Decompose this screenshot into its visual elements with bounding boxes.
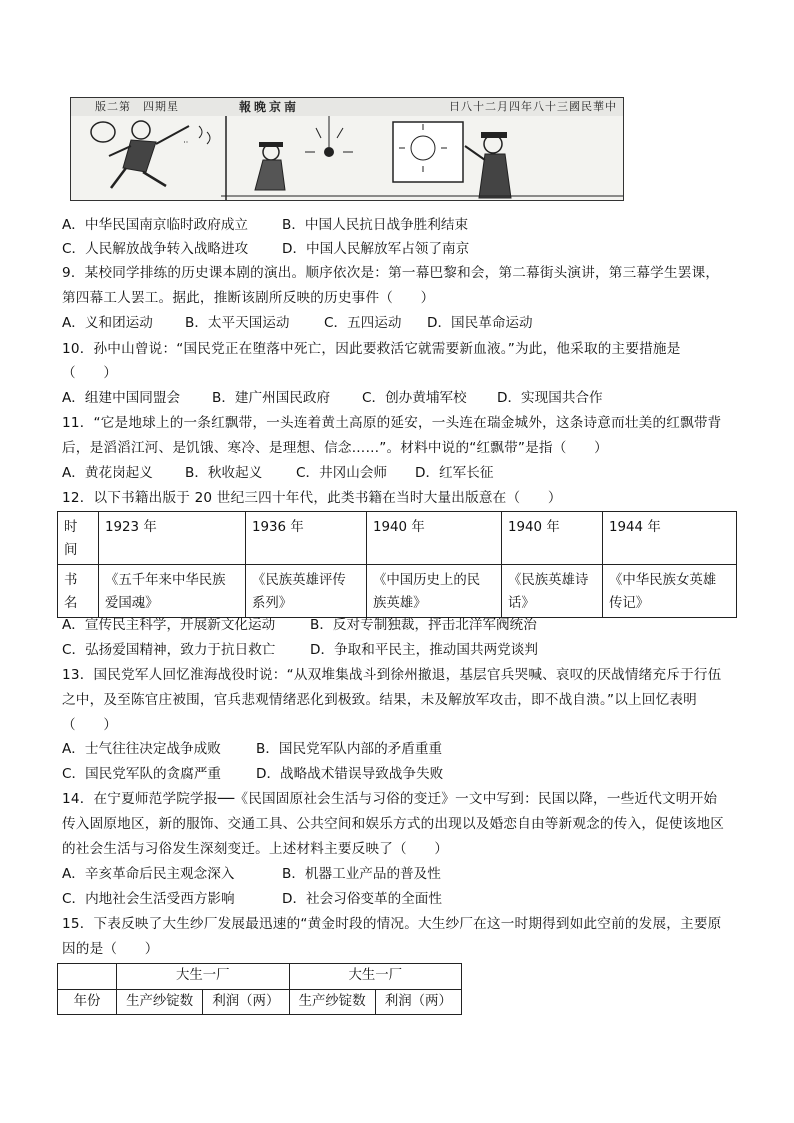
table-cell: 1923 年 [99,512,246,565]
table-cell: 1944 年 [603,512,737,565]
table-cell: 1936 年 [246,512,367,565]
q13-stem-line2: 之中，及至陈官庄被围，官兵悲观情绪恶化到极致。结果，未及解放军攻击，即不战自溃。”以上回忆表明 [62,692,697,708]
row-header-title: 书 名 [58,565,99,618]
table-cell: 年份 [58,989,117,1015]
q14-stem-line3: 的社会生活与习俗发生深刻变迁。上述材料主要反映了（ ） [62,841,449,857]
q13-option-b: B．国民党军队内部的矛盾重重 [256,741,443,757]
q8-option-b: B．中国人民抗日战争胜利结束 [282,217,469,233]
table-row [58,565,737,618]
q10-option-d: D．实现国共合作 [497,390,603,406]
table-cell [58,964,117,990]
q13-option-c: C．国民党军队的贪腐严重 [62,766,222,782]
q9-option-b: B．太平天国运动 [185,315,290,331]
q9-stem-line1: 9．某校同学排练的历史课本剧的演出。顺序依次是：第一幕巴黎和会，第二幕街头演讲，第三幕学生罢课， [62,265,720,281]
newspaper-cartoon-image [70,97,624,201]
q11-option-c: C．井冈山会师 [296,465,388,481]
table-row [58,964,462,990]
newspaper-masthead [71,98,623,118]
table-cell: 《民族英雄评传 系列》 [246,565,367,618]
q10-option-b: B．建广州国民政府 [212,390,331,406]
q9-option-a: A．义和团运动 [62,315,153,331]
row-header-time: 时 间 [58,512,99,565]
q14-option-b: B．机器工业产品的普及性 [282,866,441,882]
masthead-date: 日八十二月四年八十三國民華中 [449,100,617,113]
q12-option-a: A．宣传民主科学，开展新文化运动 [62,617,276,633]
cartoon-panels-illustration [71,116,623,200]
q13-stem-line3: （ ） [62,717,118,733]
q10-stem-line1: 10．孙中山曾说：“国民党正在堕落中死亡，因此要救活它就需要新血液。”为此，他采取的主要措施是 [62,341,681,357]
table-group-header: 大生一厂 [117,964,290,990]
q10-stem-line2: （ ） [62,365,118,381]
table-cell: 1940 年 [367,512,502,565]
q15-stem-line1: 15．下表反映了大生纱厂发展最迅速的“黄金时段的情况。大生纱厂在这一时期得到如此空前的发展，主要原 [62,916,722,932]
q15-factory-table [57,963,462,1015]
q15-stem-line2: 因的是（ ） [62,941,159,957]
table-cell: 《民族英雄诗 话》 [502,565,603,618]
q12-option-d: D．争取和平民主，推动国共两党谈判 [310,642,538,658]
q12-option-b: B．反对专制独裁，抨击北洋军阀统治 [310,617,537,633]
q14-stem-line1: 14．在宁夏师范学院学报──《民国固原社会生活与习俗的变迁》一文中写到：民国以降，一些近代文明开始 [62,791,718,807]
masthead-left-text: 版二第 四期星 [95,100,179,113]
q10-option-c: C．创办黄埔军校 [362,390,467,406]
q8-option-c: C．人民解放战争转入战略进攻 [62,241,249,257]
q14-option-c: C．内地社会生活受西方影响 [62,891,235,907]
table-row [58,512,737,565]
q13-stem-line1: 13．国民党军人回忆淮海战役时说：“从双堆集战斗到徐州撤退，基层官兵哭喊、哀叹的厌战情绪充斥于行伍 [62,667,722,683]
q9-stem-line2: 第四幕工人罢工。据此，推断该剧所反映的历史事件（ ） [62,290,435,306]
q12-books-table [57,511,737,618]
table-cell: 《五千年来中华民族 爱国魂》 [99,565,246,618]
q13-option-a: A．士气往往决定战争成败 [62,741,221,757]
q9-option-d: D．国民革命运动 [427,315,533,331]
q8-option-d: D．中国人民解放军占领了南京 [282,241,470,257]
table-cell: 《中国历史上的民 族英雄》 [367,565,502,618]
table-cell: 利润（两） [203,989,289,1015]
table-cell: 生产纱锭数 [289,989,375,1015]
q9-option-c: C．五四运动 [324,315,402,331]
table-cell: 利润（两） [375,989,461,1015]
q11-option-d: D．红军长征 [415,465,494,481]
q10-option-a: A．组建中国同盟会 [62,390,181,406]
table-row [58,989,462,1015]
table-cell: 生产纱锭数 [117,989,203,1015]
table-cell: 《中华民族女英雄 传记》 [603,565,737,618]
q14-option-d: D．社会习俗变革的全面性 [282,891,442,907]
q12-stem-line1: 12．以下书籍出版于 20 世纪三四十年代，此类书籍在当时大量出版意在（ ） [62,490,562,506]
q14-option-a: A．辛亥革命后民主观念深入 [62,866,235,882]
q11-stem-line1: 11．“它是地球上的一条红飘带，一头连着黄土高原的延安，一头连在瑞金城外，这条诗意而壮美的红飘带背 [62,415,722,431]
table-group-header: 大生一厂 [289,964,462,990]
q13-option-d: D．战略战术错误导致战争失败 [256,766,444,782]
q14-stem-line2: 传入固原地区，新的服饰、交通工具、公共空间和娱乐方式的出现以及婚恋自由等新观念的传入，促使该地区 [62,816,725,832]
q11-option-a: A．黄花岗起义 [62,465,153,481]
q11-stem-line2: 后，是滔滔江河、是饥饿、寒冷、是理想、信念……”。材料中说的“红飘带”是指（ ） [62,440,608,456]
table-cell: 1940 年 [502,512,603,565]
masthead-title: 報晚京南 [239,100,300,114]
q12-option-c: C．弘扬爱国精神，致力于抗日救亡 [62,642,276,658]
q11-option-b: B．秋收起义 [185,465,263,481]
svg-text:ᐧᐧ: ᐧᐧ [183,138,189,149]
q8-option-a: A．中华民国南京临时政府成立 [62,217,249,233]
